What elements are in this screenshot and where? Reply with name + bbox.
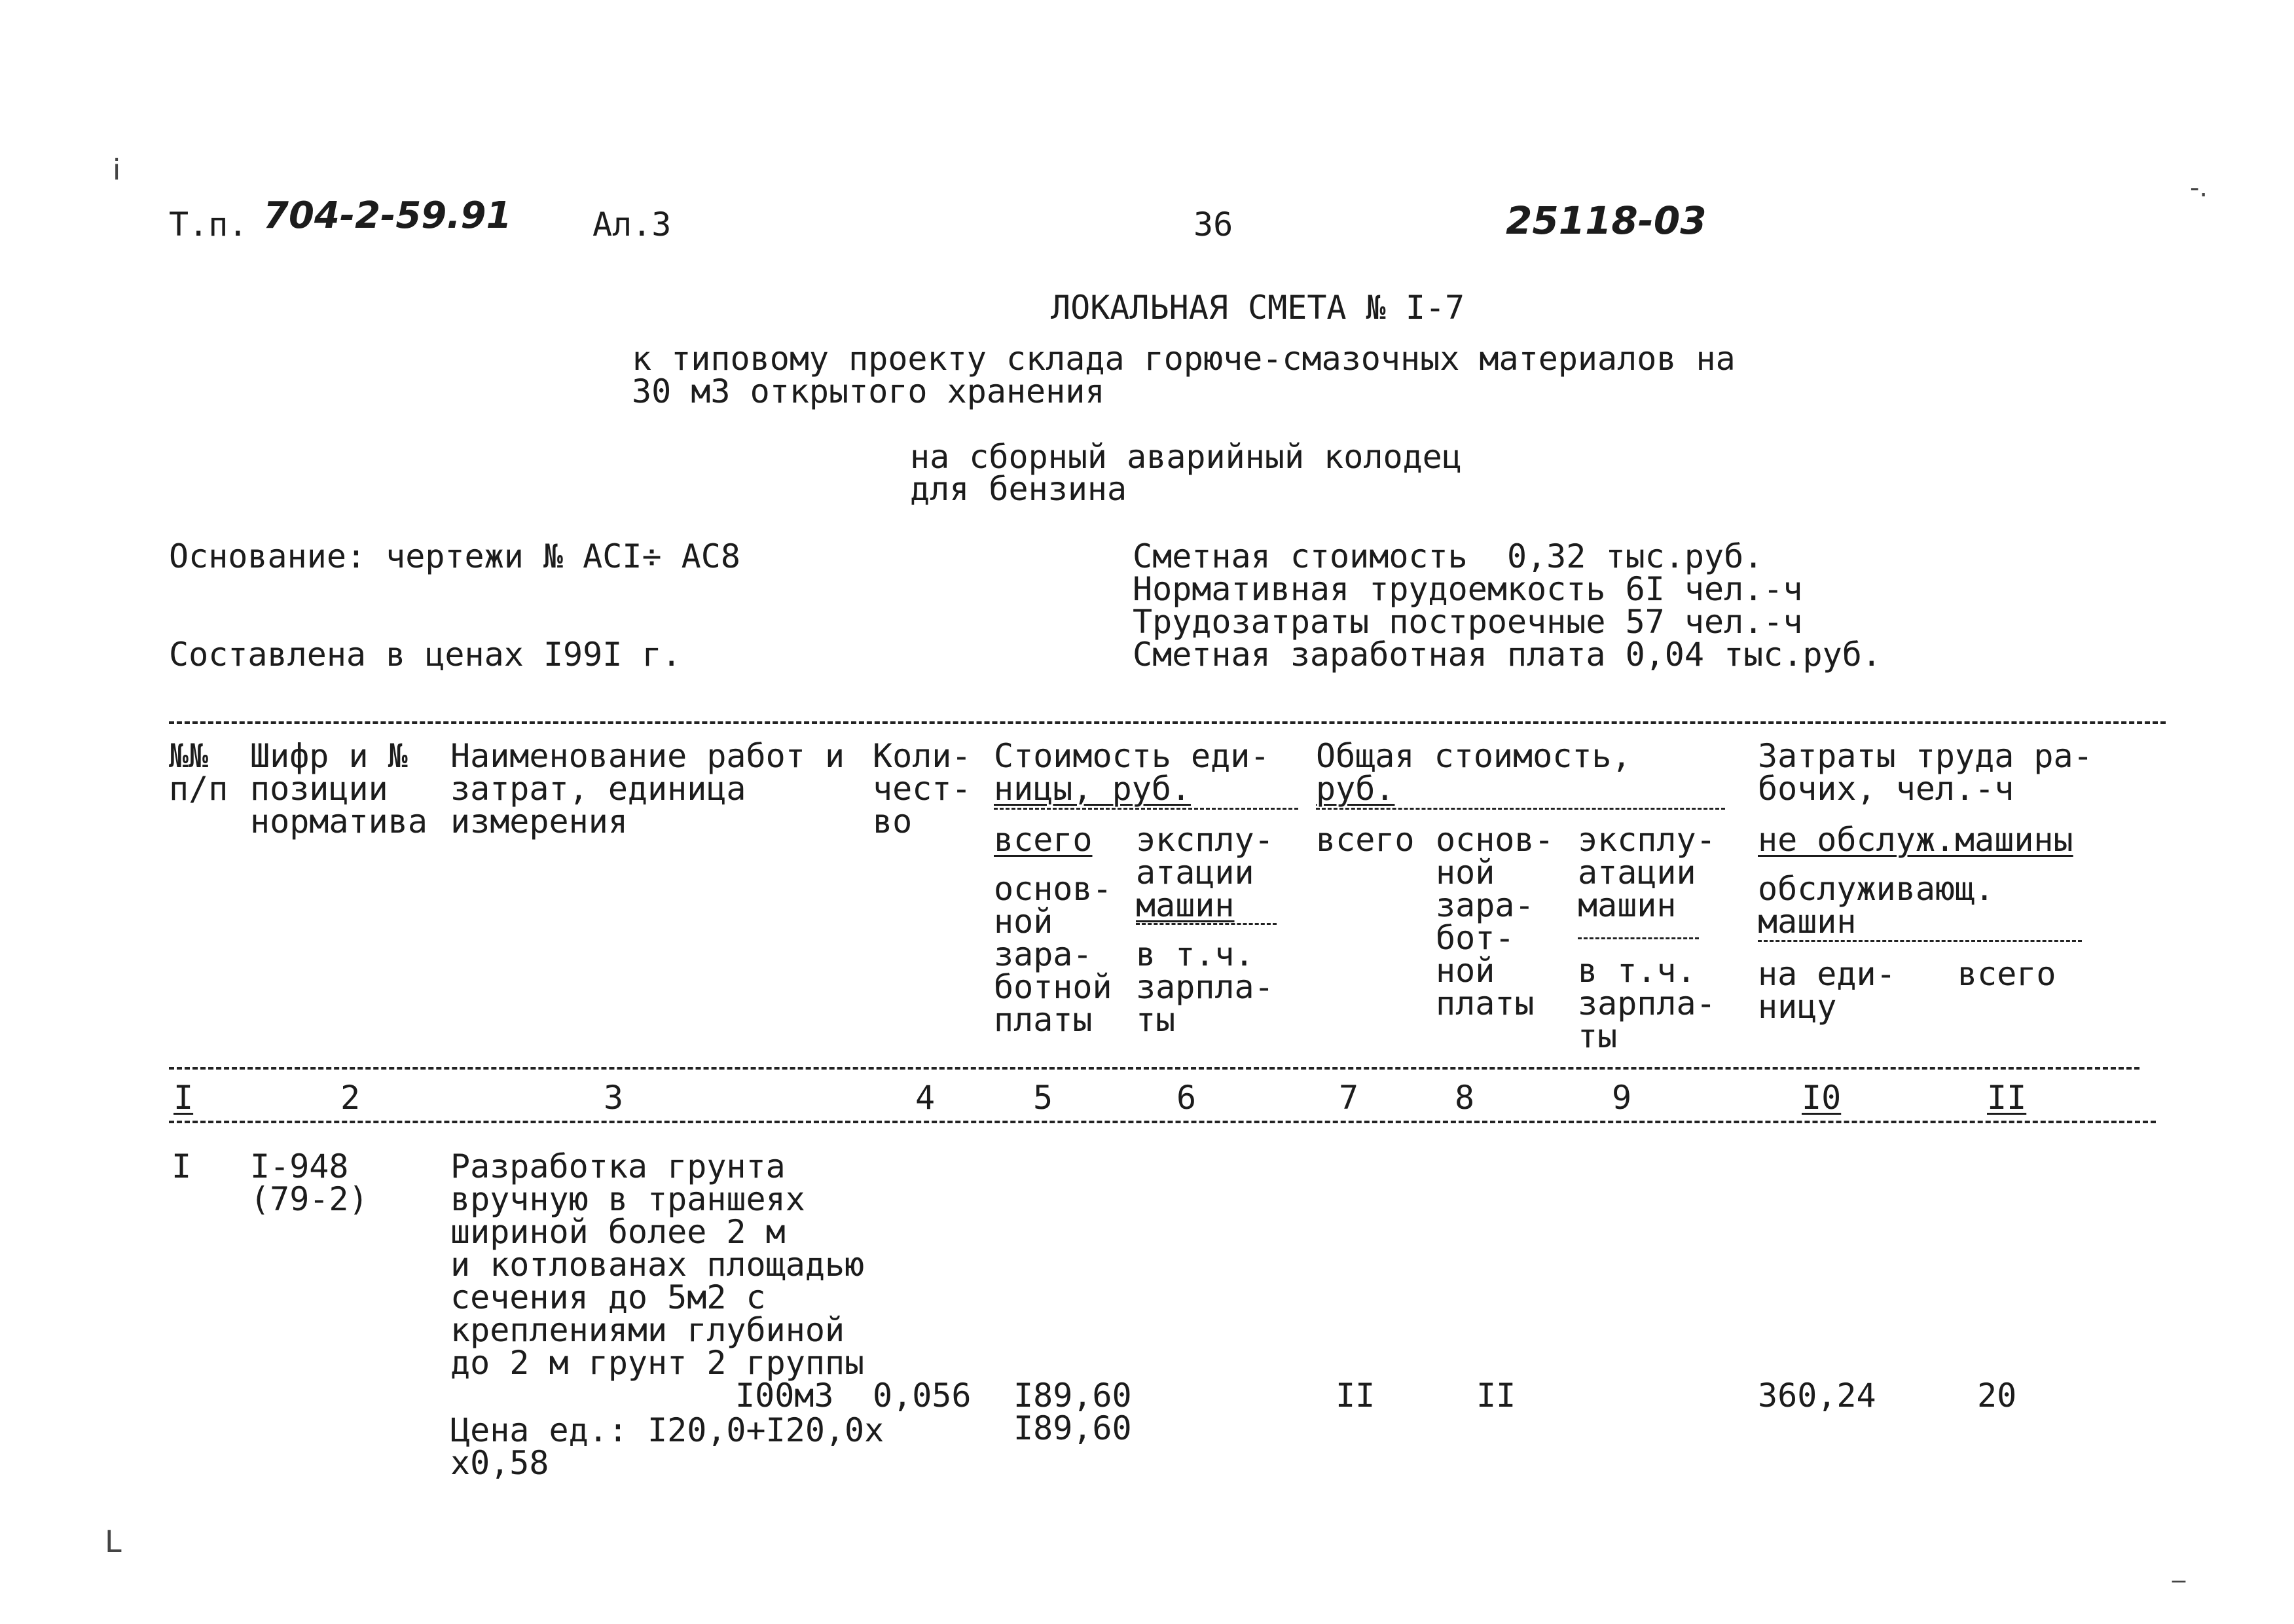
- header-unit-base-5: платы: [994, 1001, 1093, 1039]
- header-col3-line2: затрат, единица: [450, 770, 746, 808]
- header-total-base-2: ной: [1436, 854, 1495, 892]
- header-col2-line2: позиции: [250, 770, 388, 808]
- header-labor-serving-2: машин: [1758, 903, 1857, 941]
- header-total-mach-w-3: ты: [1578, 1017, 1618, 1055]
- row-name-line5: сечения до 5м2 с: [450, 1278, 766, 1316]
- header-labor-unit-2: ницу: [1758, 988, 1837, 1026]
- colnum-1: I: [173, 1079, 194, 1117]
- header-col3-line1: Наименование работ и: [450, 737, 845, 775]
- row-name-line1: Разработка грунта: [450, 1147, 786, 1185]
- row-name-line2: вручную в траншеях: [450, 1180, 805, 1218]
- header-total-cost-line1: Общая стоимость,: [1316, 737, 1631, 775]
- object-line1: на сборный аварийный колодец: [910, 438, 1462, 476]
- row-quantity: 0,056: [873, 1377, 972, 1415]
- tp-number-handwritten: 704-2-59.91: [263, 194, 512, 237]
- header-total-base-6: платы: [1436, 984, 1535, 1022]
- row-name-line4: и котлованах площадью: [450, 1246, 865, 1284]
- colnum-3: 3: [604, 1079, 624, 1117]
- header-total-cost-underline: [1316, 808, 1725, 810]
- colnum-bottom-rule: [169, 1121, 2156, 1123]
- margin-mark-top-right: -.: [2190, 173, 2208, 203]
- header-unit-base-4: ботной: [994, 968, 1112, 1006]
- colnum-9: 9: [1612, 1079, 1632, 1117]
- colnum-8: 8: [1455, 1079, 1475, 1117]
- header-col2-line1: Шифр и №: [250, 737, 408, 775]
- header-unit-total: всего: [994, 821, 1093, 859]
- header-total-cost-line2: руб.: [1316, 770, 1395, 808]
- margin-mark-bottom-left: L: [105, 1524, 122, 1559]
- header-unit-mach-w-3: ты: [1136, 1001, 1176, 1039]
- estimate-title: ЛОКАЛЬНАЯ СМЕТА № I-7: [1051, 289, 1465, 327]
- row-unit-base: I89,60: [1013, 1409, 1132, 1447]
- header-total-base-1: основ-: [1436, 821, 1554, 859]
- price-year: Составлена в ценах I99I г.: [169, 636, 682, 674]
- row-name-line6: креплениями глубиной: [450, 1311, 845, 1349]
- header-total-mach-1: эксплу-: [1578, 821, 1716, 859]
- summary-labor-build: Трудозатраты построечные 57 чел.-ч: [1133, 603, 1803, 641]
- page-number: 36: [1193, 206, 1233, 244]
- row-code-line1: I-948: [250, 1147, 349, 1185]
- row-total-all: II: [1336, 1377, 1375, 1415]
- colnum-5: 5: [1033, 1079, 1053, 1117]
- header-total-mach-underline: [1578, 937, 1699, 939]
- header-total-mach-w-1: в т.ч.: [1578, 952, 1696, 990]
- header-unit-mach-w-2: зарпла-: [1136, 968, 1274, 1006]
- margin-mark-bottom-right: _: [2172, 1553, 2185, 1583]
- header-labor-all: всего: [1957, 955, 2056, 993]
- colnum-11: II: [1987, 1079, 2027, 1117]
- header-bottom-rule: [169, 1067, 2139, 1070]
- header-total-mach-3: машин: [1578, 886, 1677, 924]
- basis-drawings: Основание: чертежи № АСI÷ АС8: [169, 537, 740, 575]
- row-unit: I00м3: [735, 1377, 834, 1415]
- header-col2-line3: норматива: [250, 803, 428, 840]
- header-col4-line3: во: [873, 803, 913, 840]
- header-unit-mach-w-1: в т.ч.: [1136, 935, 1254, 973]
- header-col1-line2: п/п: [169, 770, 228, 808]
- header-labor-line2: бочих, чел.-ч: [1758, 770, 2014, 808]
- project-description-line1: к типовому проекту склада горюче-смазочных материалов на: [632, 340, 1736, 378]
- colnum-7: 7: [1339, 1079, 1359, 1117]
- header-total-mach-2: атации: [1578, 854, 1696, 892]
- row-total-base: II: [1476, 1377, 1516, 1415]
- header-col3-line3: измерения: [450, 803, 628, 840]
- header-labor-serving-1: обслуживающ.: [1758, 870, 1995, 908]
- colnum-6: 6: [1176, 1079, 1197, 1117]
- row-unit-total: I89,60: [1013, 1377, 1132, 1415]
- row-name-line7: до 2 м грунт 2 группы: [450, 1344, 865, 1382]
- header-unit-base-3: зара-: [994, 935, 1093, 973]
- margin-mark-top-left: ⅰ: [113, 153, 121, 187]
- header-unit-base-1: основ-: [994, 870, 1112, 908]
- header-unit-mach-underline: [1136, 923, 1277, 925]
- row-number: I: [172, 1147, 192, 1185]
- row-labor-all: 20: [1977, 1377, 2017, 1415]
- table-top-rule: [169, 721, 2166, 724]
- row-name-line3: шириной более 2 м: [450, 1213, 786, 1251]
- header-unit-mach-2: атации: [1136, 854, 1254, 892]
- summary-wages: Сметная заработная плата 0,04 тыс.руб.: [1133, 636, 1882, 674]
- header-labor-line1: Затраты труда ра-: [1758, 737, 2093, 775]
- row-code-line2: (79-2): [250, 1180, 369, 1218]
- header-unit-mach-3: машин: [1136, 886, 1235, 924]
- colnum-10: I0: [1802, 1079, 1842, 1117]
- row-price-line1: Цена ед.: I20,0+I20,0x: [450, 1411, 884, 1449]
- album-number: Ал.3: [592, 206, 672, 244]
- header-unit-cost-line2: ницы, руб.: [994, 770, 1192, 808]
- header-total-base-3: зара-: [1436, 886, 1535, 924]
- header-total-all: всего: [1316, 821, 1415, 859]
- header-labor-serving-underline: [1758, 940, 2082, 942]
- header-col4-line2: чест-: [873, 770, 972, 808]
- header-labor-unit-1: на еди-: [1758, 955, 1896, 993]
- header-col1-line1: №№: [169, 737, 209, 775]
- header-col4-line1: Коли-: [873, 737, 972, 775]
- header-unit-base-2: ной: [994, 903, 1053, 941]
- row-price-line2: x0,58: [450, 1444, 549, 1482]
- summary-labor-norm: Нормативная трудоемкость 6I чел.-ч: [1133, 570, 1803, 608]
- row-labor-unit: 360,24: [1758, 1377, 1876, 1415]
- tp-label: Т.п.: [169, 206, 248, 244]
- header-total-mach-w-2: зарпла-: [1578, 984, 1716, 1022]
- header-unit-cost-underline: [994, 808, 1298, 810]
- project-description-line2: 30 м3 открытого хранения: [632, 372, 1105, 410]
- document-code-handwritten: 25118-03: [1506, 198, 1707, 243]
- header-total-base-4: бот-: [1436, 919, 1515, 957]
- header-total-base-5: ной: [1436, 952, 1495, 990]
- colnum-2: 2: [340, 1079, 361, 1117]
- summary-cost: Сметная стоимость 0,32 тыс.руб.: [1133, 537, 1764, 575]
- object-line2: для бензина: [910, 470, 1127, 508]
- colnum-4: 4: [915, 1079, 936, 1117]
- header-unit-mach-1: эксплу-: [1136, 821, 1274, 859]
- header-unit-cost-line1: Стоимость еди-: [994, 737, 1270, 775]
- header-labor-not-serving: не обслуж.машины: [1758, 821, 2073, 859]
